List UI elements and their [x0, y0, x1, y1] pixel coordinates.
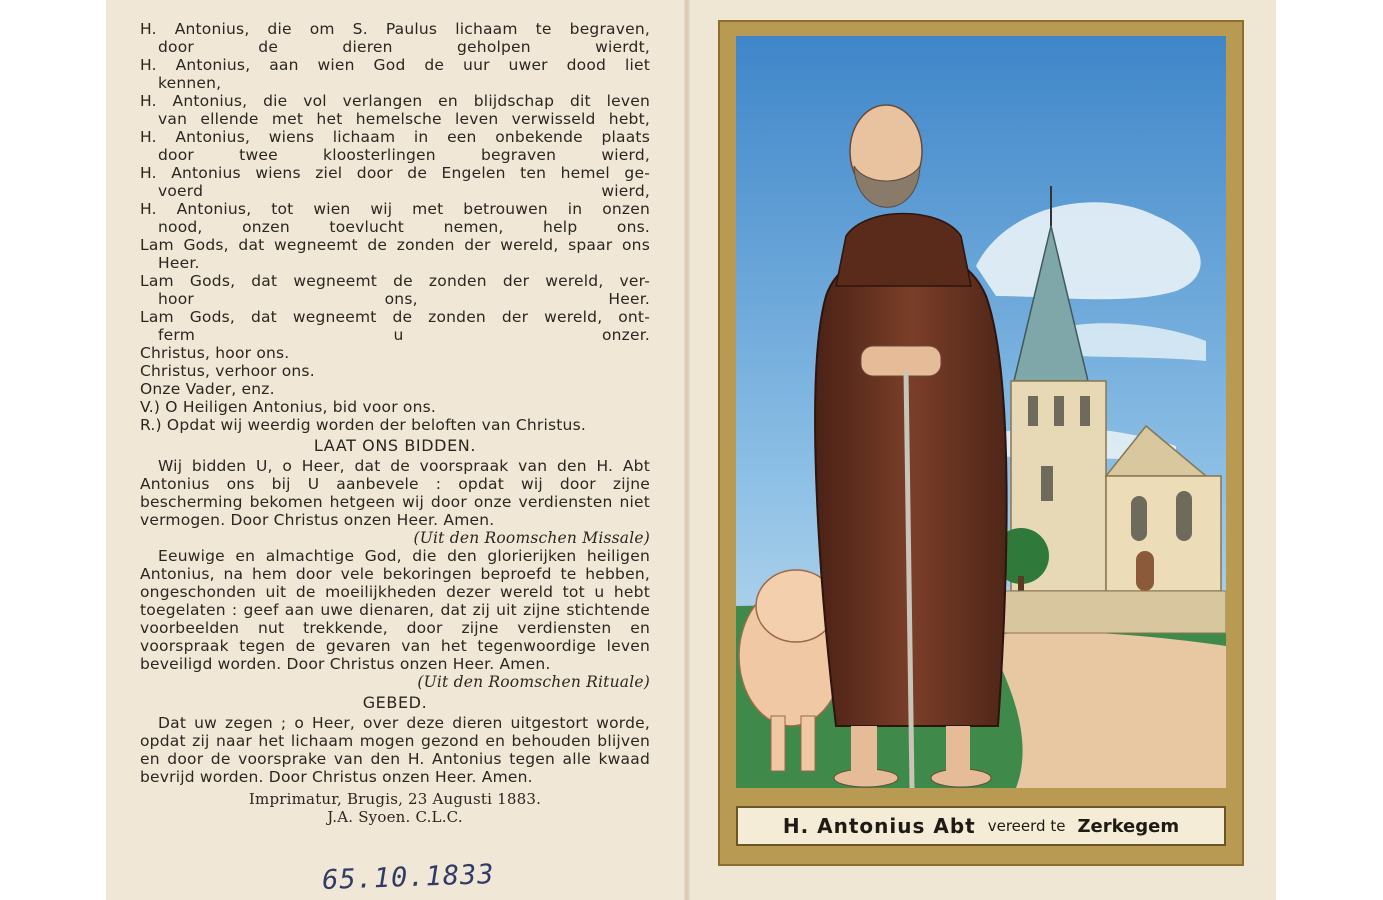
litany-line-first: V.) O Heiligen Antonius, bid voor ons. — [140, 398, 436, 416]
left-page-text — [140, 20, 650, 826]
illustration-svg — [736, 36, 1226, 788]
litany-line — [140, 416, 650, 434]
pig-leg — [801, 716, 815, 771]
picture-caption — [736, 806, 1226, 846]
litany-line-first: Christus, hoor ons. — [140, 344, 290, 362]
litany-line-continuation: nood, onzen toevlucht nemen, help ons. — [158, 218, 650, 236]
prayer-paragraph-3: Dat uw zegen ; o Heer, over deze dieren uitgestort worde, opdat zij naar het lichaam mogen gezond en behouden blijven en door de voorsprake van den H. Antonius tegen alle kwaad bevrijd worden. Door Christus onzen Heer. Amen. — [140, 714, 650, 786]
litany-line-first: Lam Gods, dat wegneemt de zonden der wereld, spaar ons — [140, 236, 650, 254]
saint-hands — [861, 346, 941, 376]
source-rituale: (Uit den Roomschen Rituale) — [417, 673, 650, 691]
litany-line — [140, 92, 650, 128]
saint-antonius-illustration — [736, 36, 1226, 788]
tower-window — [1041, 466, 1053, 501]
litany-line — [140, 344, 650, 362]
litany-line-first: H. Antonius, die vol verlangen en blijdschap dit leven — [140, 92, 650, 110]
church-nave — [1106, 476, 1221, 591]
litany-line-first: H. Antonius, tot wien wij met betrouwen in onzen — [140, 200, 650, 218]
litany-line — [140, 128, 650, 164]
pig-leg — [771, 716, 785, 771]
litany — [140, 20, 650, 434]
prayer-paragraph-2: Eeuwige en almachtige God, die den glorierijken heiligen Antonius, na hem door vele bekoringen beproefd te hebben, ongeschonden uit de moeilijkheden dezer wereld tot u hebt toegelaten : geef aan uwe dienaren, dat zij uit zijne stichtende voorbeelden nut trekkende, door zijne verdiensten en voorspraak tegen de gevaren van het tegenwoordige leven beveiligd worden. Door Christus onzen Heer. Amen. — [140, 547, 650, 673]
litany-line-continuation: door twee kloosterlingen begraven wierd, — [158, 146, 650, 164]
church-window — [1176, 491, 1192, 541]
litany-line-continuation: voerd wierd, — [158, 182, 650, 200]
litany-line-first: H. Antonius wiens ziel door de Engelen ten hemel ge- — [140, 164, 650, 182]
tower-window — [1054, 396, 1064, 426]
path — [986, 632, 1226, 788]
church-window — [1131, 496, 1147, 541]
church-wall — [986, 591, 1226, 633]
litany-line-first: R.) Opdat wij weerdig worden der beloften van Christus. — [140, 416, 586, 434]
litany-line-first: Lam Gods, dat wegneemt de zonden der wereld, ver- — [140, 272, 650, 290]
source-missale: (Uit den Roomschen Missale) — [413, 529, 650, 547]
litany-line — [140, 56, 650, 92]
handwritten-note: 65.10.1833 — [321, 858, 496, 897]
litany-line-first: H. Antonius, wiens lichaam in een onbekende plaats — [140, 128, 650, 146]
imprimatur-line-2: J.A. Syoen. C.L.C. — [327, 808, 463, 826]
litany-line — [140, 362, 650, 380]
litany-line-continuation: kennen, — [158, 74, 222, 92]
litany-line — [140, 398, 650, 416]
caption-name: H. Antonius Abt — [782, 814, 976, 838]
litany-line — [140, 272, 650, 308]
caption-place: Zerkegem — [1077, 815, 1180, 837]
heading-gebed: GEBED. — [362, 693, 428, 712]
litany-line — [140, 380, 650, 398]
litany-line-first: Christus, verhoor ons. — [140, 362, 315, 380]
church-door — [1136, 551, 1154, 591]
litany-line — [140, 200, 650, 236]
litany-line-first: Onze Vader, enz. — [140, 380, 275, 398]
prayer-paragraph-1: Wij bidden U, o Heer, dat de voorspraak van den H. Abt Antonius ons bij U aanbevele : opdat wij door zijne bescherming bekomen hetgeen wij door onze verdiensten niet vermogen. Door Christus onzen Heer. Amen. — [140, 457, 650, 529]
litany-line-first: H. Antonius, aan wien God de uur uwer dood liet — [140, 56, 650, 74]
litany-line-continuation: van ellende met het hemelsche leven verwisseld hebt, — [158, 110, 650, 128]
litany-line-first: Lam Gods, dat wegneemt de zonden der wereld, ont- — [140, 308, 650, 326]
litany-line-continuation: ferm u onzer. — [158, 326, 650, 344]
litany-line-continuation: hoor ons, Heer. — [158, 290, 650, 308]
caption-venerated: vereerd te — [987, 817, 1066, 835]
tower-window — [1028, 396, 1038, 426]
litany-line-continuation: door de dieren geholpen wierdt, — [158, 38, 650, 56]
tower-window — [1080, 396, 1090, 426]
litany-line — [140, 236, 650, 272]
litany-line — [140, 20, 650, 56]
litany-line-continuation: Heer. — [158, 254, 200, 272]
litany-line — [140, 164, 650, 200]
litany-line — [140, 308, 650, 344]
saint-leg — [946, 726, 970, 778]
heading-laat-ons-bidden: LAAT ONS BIDDEN. — [313, 436, 477, 455]
litany-line-first: H. Antonius, die om S. Paulus lichaam te begraven, — [140, 20, 650, 38]
saint-leg — [851, 726, 877, 778]
imprimatur-line-1: Imprimatur, Brugis, 23 Augusti 1883. — [248, 790, 542, 808]
imprimatur — [140, 790, 650, 826]
